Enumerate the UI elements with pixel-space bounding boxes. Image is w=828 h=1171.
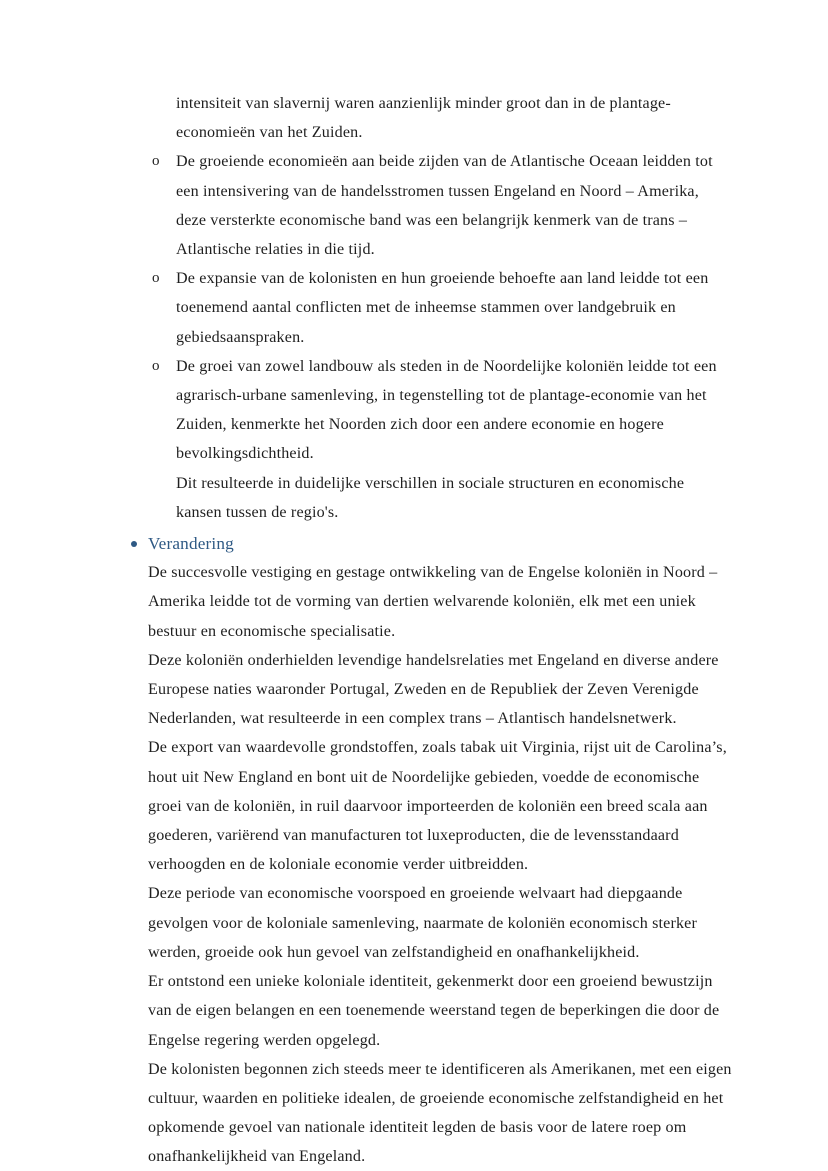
section-verandering	[0, 529, 828, 1171]
level2-bullet-list	[0, 147, 828, 468]
section-paragraph: De export van waardevolle grondstoffen, zoals tabak uit Virginia, rijst uit de Carolina’s, hout uit New England en bont uit de Noordelijke gebieden, voedde de economische groei van de koloniën, in ruil daarvoor importeerden de koloniën een breed scala aan goederen, variërend van manufacturen tot luxeproducten, die de levensstandaard verhoogden en de koloniale economie verder uitbreidden.	[148, 739, 727, 874]
section-paragraph: De kolonisten begonnen zich steeds meer te identificeren als Amerikanen, met een eigen cultuur, waarden en politieke idealen, de groeiende economische zelfstandigheid en het opkomende gevoel van nationale identiteit legden de basis voor de latere roep om onafhankelijkheid van Engeland.	[148, 1060, 732, 1166]
round-bullet-icon	[131, 541, 137, 547]
section-paragraph: Deze koloniën onderhielden levendige handelsrelaties met Engeland en diverse andere Europese naties waaronder Portugal, Zweden en de Republiek der Zeven Verenigde Nederlanden, wat resulteerde in een complex trans – Atlantisch handelsnetwerk.	[148, 651, 719, 728]
list-item	[0, 147, 828, 264]
section-paragraph: De succesvolle vestiging en gestage ontwikkeling van de Engelse koloniën in Noord – Amerika leidde tot de vorming van dertien welvarende koloniën, elk met een uniek bestuur en economische specialisatie.	[148, 564, 718, 640]
hollow-circle-bullet-icon: o	[152, 153, 160, 170]
lead-paragraph: intensiteit van slavernij waren aanzienlijk minder groot dan in de plantage-economieën van het Zuiden.	[176, 95, 671, 142]
section-heading: Verandering	[148, 534, 234, 554]
list-item-text: De expansie van de kolonisten en hun groeiende behoefte aan land leidde tot een toenemend aantal conflicten met de inheemse stammen over landgebruik en gebiedsaanspraken.	[176, 270, 709, 346]
list-item	[0, 264, 828, 352]
list-item-text: De groei van zowel landbouw als steden in de Noordelijke koloniën leidde tot een agrarisch-urbane samenleving, in tegenstelling tot de plantage-economie van het Zuiden, kenmerkte het Noorden zich door een andere economie en hogere bevolkingsdichtheid.	[176, 357, 717, 463]
section-heading-row	[0, 529, 828, 558]
page-content	[0, 89, 828, 1171]
list-item-text: De groeiende economieën aan beide zijden van de Atlantische Oceaan leidden tot een intensivering van de handelsstromen tussen Engeland en Noord – Amerika, deze versterkte economische band was een belangrijk kenmerk van de trans – Atlantische relaties in die tijd.	[176, 153, 713, 259]
section-paragraph: Er ontstond een unieke koloniale identiteit, gekenmerkt door een groeiend bewustzijn van de eigen belangen en een toenemende weerstand tegen de beperkingen die door de Engelse regering werden opgelegd.	[148, 973, 720, 1049]
hollow-circle-bullet-icon: o	[152, 270, 160, 287]
hollow-circle-bullet-icon: o	[152, 357, 160, 374]
section-paragraph: Deze periode van economische voorspoed en groeiende welvaart had diepgaande gevolgen voor de koloniale samenleving, naarmate de koloniën economisch sterker werden, groeide ook hun gevoel van zelfstandigheid en onafhankelijkheid.	[148, 885, 697, 961]
list-item	[0, 352, 828, 469]
list-continuation-paragraph: Dit resulteerde in duidelijke verschillen in sociale structuren en economische kansen tussen de regio's.	[176, 474, 685, 521]
